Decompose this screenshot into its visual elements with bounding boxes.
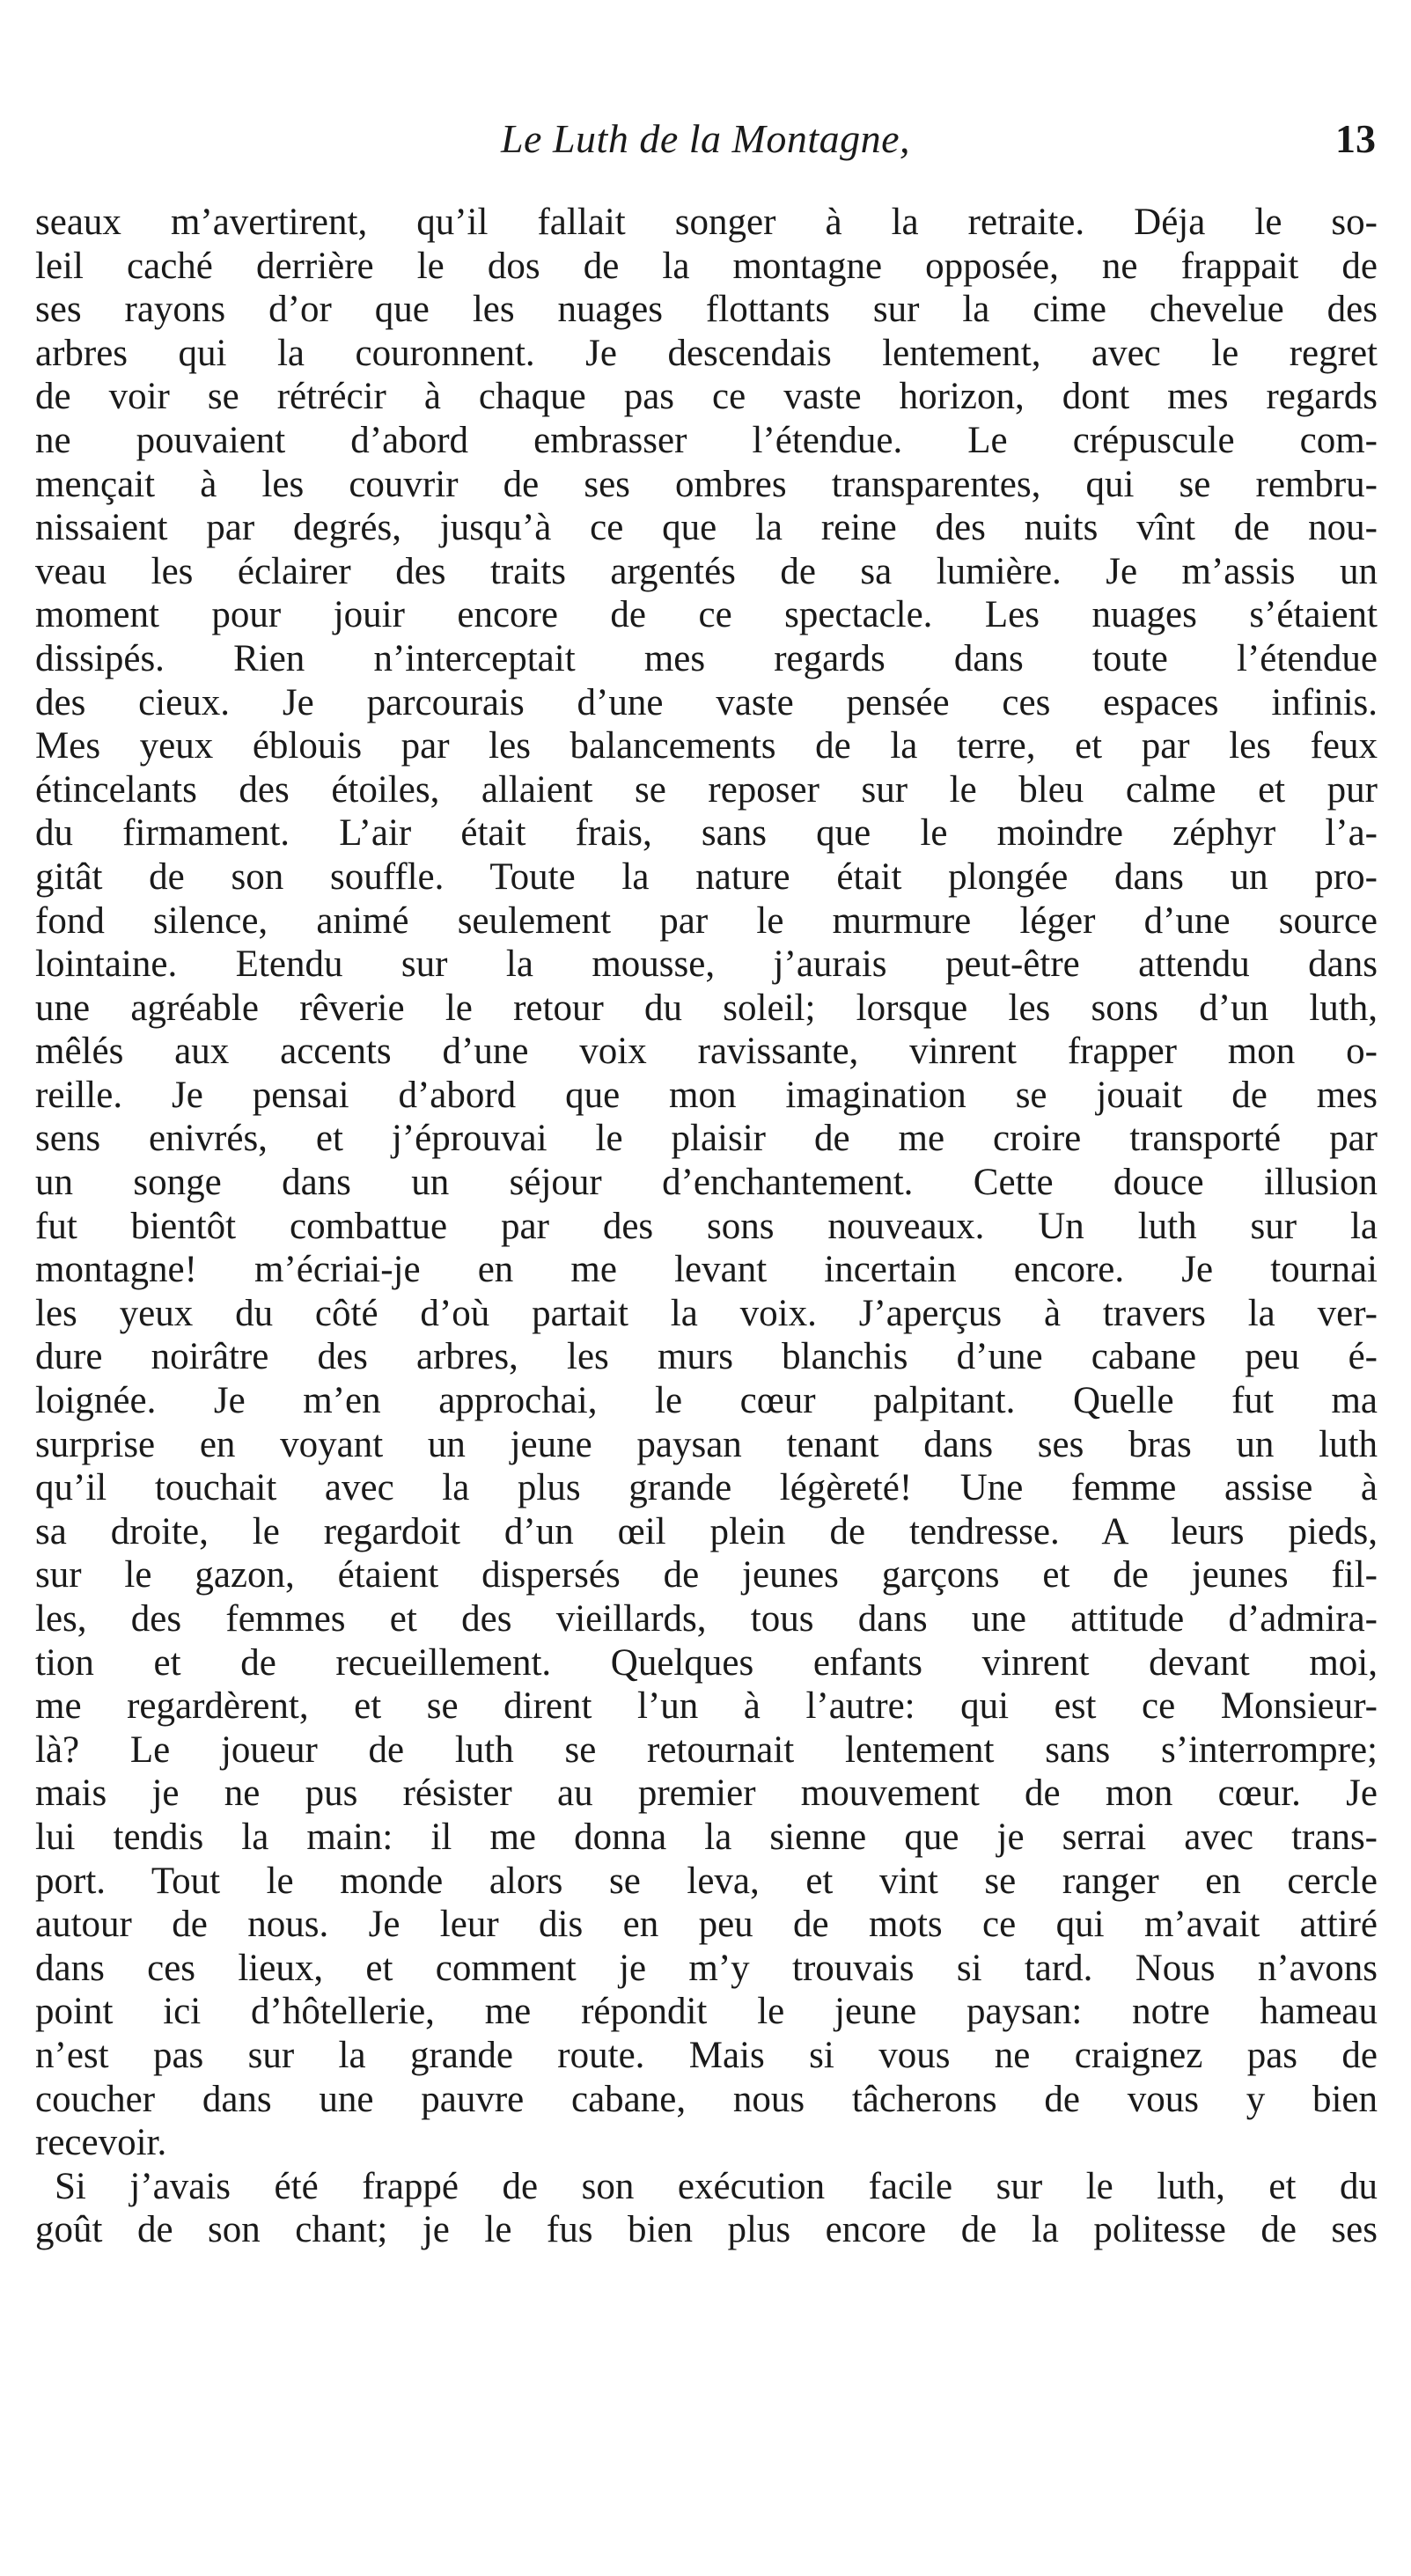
text-line: sur le gazon, étaient dispersés de jeunes garçons et de jeunes fil- — [35, 1554, 1378, 1596]
text-line: Si j’avais été frappé de son exécution facile sur le luth, et du — [55, 2165, 1378, 2207]
text-line: des cieux. Je parcourais d’une vaste pensée ces espaces infinis. — [35, 681, 1378, 723]
text-line: port. Tout le monde alors se leva, et vint se ranger en cercle — [35, 1860, 1378, 1902]
text-line: étincelants des étoiles, allaient se reposer sur le bleu calme et pur — [35, 768, 1378, 811]
text-line: les yeux du côté d’où partait la voix. J’aperçus à travers la ver- — [35, 1292, 1378, 1334]
body-text — [35, 201, 1378, 2252]
text-line: Mes yeux éblouis par les balancements de la terre, et par les feux — [35, 725, 1378, 767]
running-title: Le Luth de la Montagne, — [500, 116, 911, 161]
text-line: qu’il touchait avec la plus grande légèreté! Une femme assise à — [35, 1467, 1378, 1509]
text-line: dans ces lieux, et comment je m’y trouvais si tard. Nous n’avons — [35, 1947, 1378, 1989]
text-line: mençait à les couvrir de ses ombres transparentes, qui se rembru- — [35, 463, 1378, 505]
text-line: me regardèrent, et se dirent l’un à l’autre: qui est ce Monsieur- — [35, 1685, 1378, 1728]
text-line: sa droite, le regardoit d’un œil plein de tendresse. A leurs pieds, — [35, 1510, 1378, 1552]
text-line: les, des femmes et des vieillards, tous dans une attitude d’admira- — [35, 1598, 1378, 1640]
text-line: sens enivrés, et j’éprouvai le plaisir de me croire transporté par — [35, 1118, 1378, 1160]
text-line: fond silence, animé seulement par le murmure léger d’une source — [35, 899, 1378, 942]
text-line: mêlés aux accents d’une voix ravissante, vinrent frapper mon o- — [35, 1031, 1378, 1073]
text-line: seaux m’avertirent, qu’il fallait songer à la retraite. Déja le so- — [35, 202, 1378, 243]
text-line: surprise en voyant un jeune paysan tenant dans ses bras un luth — [35, 1423, 1378, 1465]
text-line: ne pouvaient d’abord embrasser l’étendue. Le crépuscule com- — [35, 419, 1378, 461]
page-number: 13 — [1335, 116, 1376, 161]
text-line: point ici d’hôtellerie, me répondit le jeune paysan: notre hameau — [35, 1991, 1378, 2033]
text-line: une agréable rêverie le retour du soleil; lorsque les sons d’un luth, — [35, 987, 1378, 1029]
text-line: loignée. Je m’en approchai, le cœur palpitant. Quelle fut ma — [35, 1380, 1378, 1422]
text-line: ses rayons d’or que les nuages flottants sur la cime chevelue des — [35, 289, 1378, 331]
text-line: goût de son chant; je le fus bien plus encore de la politesse de ses — [35, 2209, 1378, 2251]
text-line: lointaine. Etendu sur la mousse, j’aurais peut-être attendu dans — [35, 943, 1378, 986]
text-line: recevoir. — [35, 2122, 167, 2164]
text-line: un songe dans un séjour d’enchantement. Cette douce illusion — [35, 1162, 1378, 1204]
text-line: fut bientôt combattue par des sons nouveaux. Un luth sur la — [35, 1205, 1378, 1247]
text-line: reille. Je pensai d’abord que mon imagination se jouait de mes — [35, 1074, 1378, 1116]
text-line: lui tendis la main: il me donna la sienne que je serrai avec trans- — [35, 1816, 1378, 1858]
text-line: dissipés. Rien n’interceptait mes regards dans toute l’étendue — [35, 637, 1378, 679]
text-line: veau les éclairer des traits argentés de sa lumière. Je m’assis un — [35, 550, 1378, 592]
text-line: tion et de recueillement. Quelques enfants vinrent devant moi, — [35, 1641, 1378, 1684]
text-line: du firmament. L’air était frais, sans que le moindre zéphyr l’a- — [35, 812, 1378, 855]
text-line: coucher dans une pauvre cabane, nous tâcherons de vous y bien — [35, 2078, 1378, 2120]
text-line: montagne! m’écriai-je en me levant incertain encore. Je tournai — [35, 1249, 1378, 1291]
text-line: dure noirâtre des arbres, les murs blanchis d’une cabane peu é- — [35, 1336, 1378, 1378]
text-line: moment pour jouir encore de ce spectacle. Les nuages s’étaient — [35, 594, 1378, 636]
text-line: n’est pas sur la grande route. Mais si vous ne craignez pas de — [35, 2034, 1378, 2076]
text-line: mais je ne pus résister au premier mouvement de mon cœur. Je — [35, 1772, 1378, 1815]
text-line: là? Le joueur de luth se retournait lentement sans s’interrompre; — [35, 1728, 1378, 1771]
text-line: leil caché derrière le dos de la montagne opposée, ne frappait de — [35, 245, 1378, 287]
text-line: nissaient par degrés, jusqu’à ce que la reine des nuits vînt de nou- — [35, 507, 1378, 549]
running-head — [35, 113, 1376, 165]
text-line: gitât de son souffle. Toute la nature était plongée dans un pro- — [35, 855, 1378, 898]
text-line: autour de nous. Je leur dis en peu de mots ce qui m’avait attiré — [35, 1904, 1378, 1946]
text-line: arbres qui la couronnent. Je descendais lentement, avec le regret — [35, 332, 1378, 374]
text-line: de voir se rétrécir à chaque pas ce vaste horizon, dont mes regards — [35, 376, 1378, 418]
